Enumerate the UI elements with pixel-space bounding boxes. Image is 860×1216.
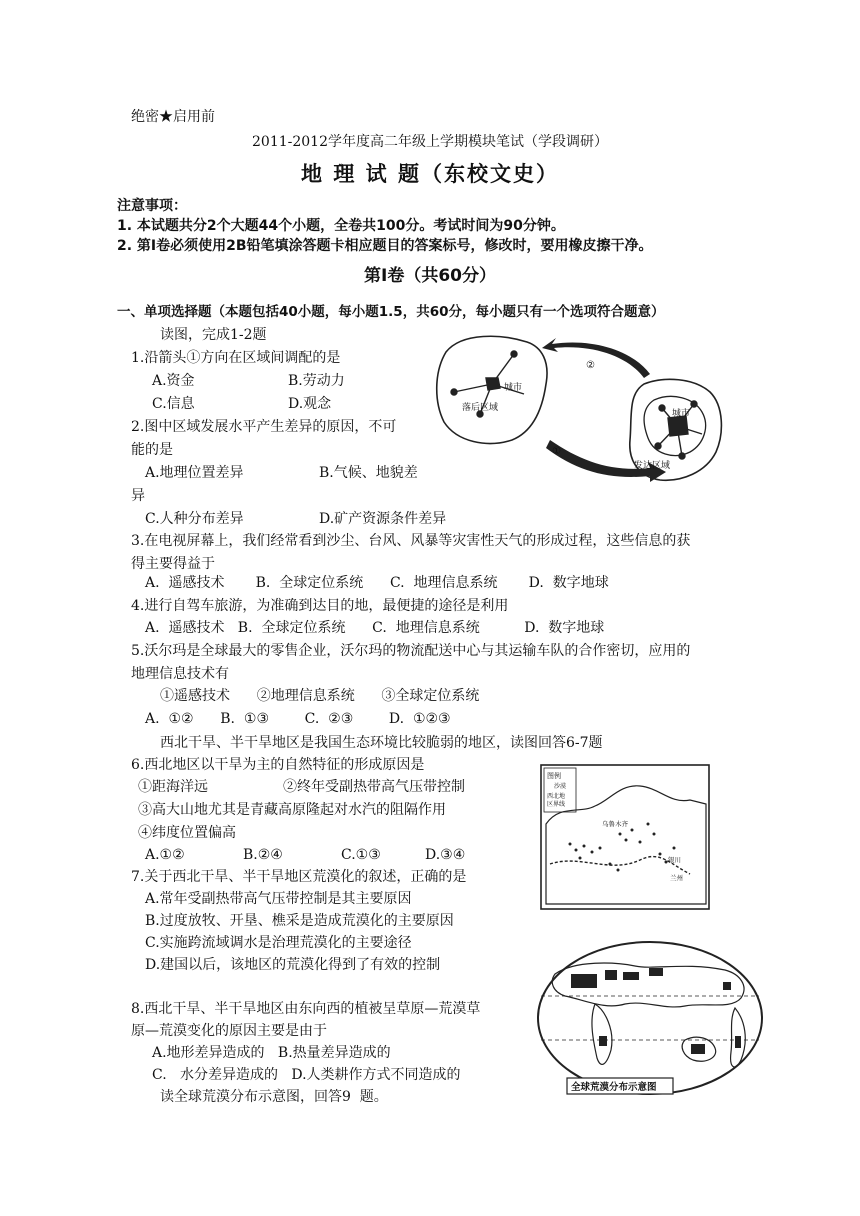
q6-option-b: B.②④ — [243, 847, 283, 863]
q2-option-d: D.矿产资源条件差异 — [319, 511, 447, 527]
intro-q6-7: 西北干旱、半干旱地区是我国生态环境比较脆弱的地区，读图回答6-7题 — [160, 735, 603, 751]
map-city-urumqi: 乌鲁木齐 — [602, 820, 628, 828]
q5-stem-line2: 地理信息技术有 — [131, 666, 229, 682]
fig1-backward-label: 落后区域 — [462, 403, 499, 413]
notes-heading: 注意事项： — [117, 198, 187, 214]
q1-option-c: C.信息 — [152, 396, 195, 412]
q6-option-a: A.①② — [145, 847, 185, 863]
exam-title: 地 理 试 题（东校文史） — [301, 162, 559, 186]
northwest-china-map — [540, 764, 710, 910]
q3-options: A. 遥感技术 B. 全球定位系统 C. 地理信息系统 D. 数字地球 — [145, 575, 609, 591]
q2-stem-line1: 2.图中区域发展水平产生差异的原因，不可 — [131, 419, 397, 435]
fig1-arrow-2-label: ② — [586, 360, 595, 371]
q5-stem-line1: 5.沃尔玛是全球最大的零售企业，沃尔玛的物流配送中心与其运输车队的合作密切，应用的 — [131, 643, 691, 659]
q6-option-d: D.③④ — [425, 847, 466, 863]
q7-option-b: B.过度放牧、开垦、樵采是造成荒漠化的主要原因 — [145, 913, 454, 929]
part-heading: 一、单项选择题（本题包括40小题，每小题1.5，共60分，每小题只有一个选项符合题意） — [117, 304, 665, 320]
q3-stem-line1: 3.在电视屏幕上，我们经常看到沙尘、台风、风暴等灾害性天气的形成过程，这些信息的获 — [131, 533, 691, 549]
intro-q9: 读全球荒漠分布示意图，回答9 题。 — [160, 1089, 388, 1105]
fig1-developed-label: 发达区域 — [634, 461, 671, 471]
note-1: 1. 本试题共分2个大题44个小题，全卷共100分。考试时间为90分钟。 — [117, 218, 565, 234]
q8-options-cd: C. 水分差异造成的 D.人类耕作方式不同造成的 — [152, 1067, 461, 1083]
map-legend-desert: 沙漠 — [554, 783, 567, 790]
fig1-city-label-2: 城市 — [672, 409, 691, 419]
q2-option-b: B.气候、地貌差 — [319, 465, 418, 481]
q1-stem: 1.沿箭头①方向在区域间调配的是 — [131, 350, 341, 366]
map-legend-boundary-2: 区界线 — [547, 801, 566, 808]
secret-mark: 绝密★启用前 — [131, 109, 215, 125]
q2-option-c: C.人种分布差异 — [145, 511, 244, 527]
q3-stem-line2: 得主要得益于 — [131, 556, 215, 572]
note-2: 2. 第Ⅰ卷必须使用2B铅笔填涂答题卡相应题目的答案标号，修改时，要用橡皮擦干净。 — [117, 238, 653, 254]
q6-item-1: ①距海洋远 — [138, 779, 208, 795]
section-heading: 第Ⅰ卷（共60分） — [364, 266, 496, 286]
map-legend-boundary-1: 西北地 — [547, 793, 566, 800]
intro-q1-2: 读图，完成1-2题 — [160, 327, 267, 343]
arrow-2 — [542, 338, 650, 378]
q6-item-2: ②终年受副热带高气压带控制 — [283, 779, 465, 795]
q6-option-c: C.①③ — [341, 847, 381, 863]
region-flow-figure — [432, 322, 732, 492]
q8-stem-line1: 8.西北干旱、半干旱地区由东向西的植被呈草原—荒漠草 — [131, 1001, 481, 1017]
q7-option-a: A.常年受副热带高气压带控制是其主要原因 — [145, 891, 412, 907]
q2-stem-line2: 能的是 — [131, 442, 173, 458]
q1-option-d: D.观念 — [288, 396, 332, 412]
q5-items: ①遥感技术 ②地理信息系统 ③全球定位系统 — [160, 688, 480, 704]
map-city-lanzhou: 兰州 — [670, 874, 683, 882]
fig1-arrow-1-label: ① — [552, 446, 561, 457]
q6-stem: 6.西北地区以干旱为主的自然特征的形成原因是 — [131, 757, 425, 773]
q7-option-d: D.建国以后，该地区的荒漠化得到了有效的控制 — [145, 957, 441, 973]
global-map-caption: 全球荒漠分布示意图 — [571, 1082, 657, 1093]
q6-item-3: ③高大山地尤其是青藏高原隆起对水汽的阻隔作用 — [138, 802, 446, 818]
q2-option-b-cont: 异 — [131, 488, 145, 504]
q4-options: A. 遥感技术 B. 全球定位系统 C. 地理信息系统 D. 数字地球 — [145, 620, 605, 636]
q8-stem-line2: 原—荒漠变化的原因主要是由于 — [131, 1023, 327, 1039]
q2-option-a: A.地理位置差异 — [145, 465, 244, 481]
q1-option-b: B.劳动力 — [288, 373, 345, 389]
map-city-yinchuan: 银川 — [668, 856, 681, 864]
exam-subtitle: 2011-2012学年度高二年级上学期模块笔试（学段调研） — [252, 134, 608, 150]
global-desert-map — [535, 940, 765, 1100]
q7-option-c: C.实施跨流域调水是治理荒漠化的主要途径 — [145, 935, 412, 951]
q5-options: A. ①② B. ①③ C. ②③ D. ①②③ — [145, 711, 451, 727]
fig1-city-label: 城市 — [504, 383, 523, 393]
q8-options-ab: A.地形差异造成的 B.热量差异造成的 — [152, 1045, 391, 1061]
q7-stem: 7.关于西北干旱、半干旱地区荒漠化的叙述，正确的是 — [131, 869, 467, 885]
q1-option-a: A.资金 — [152, 373, 195, 389]
q6-item-4: ④纬度位置偏高 — [138, 825, 236, 841]
q4-stem: 4.进行自驾车旅游，为准确到达目的地，最便捷的途径是利用 — [131, 598, 509, 614]
map-legend-title: 图例 — [547, 772, 561, 780]
